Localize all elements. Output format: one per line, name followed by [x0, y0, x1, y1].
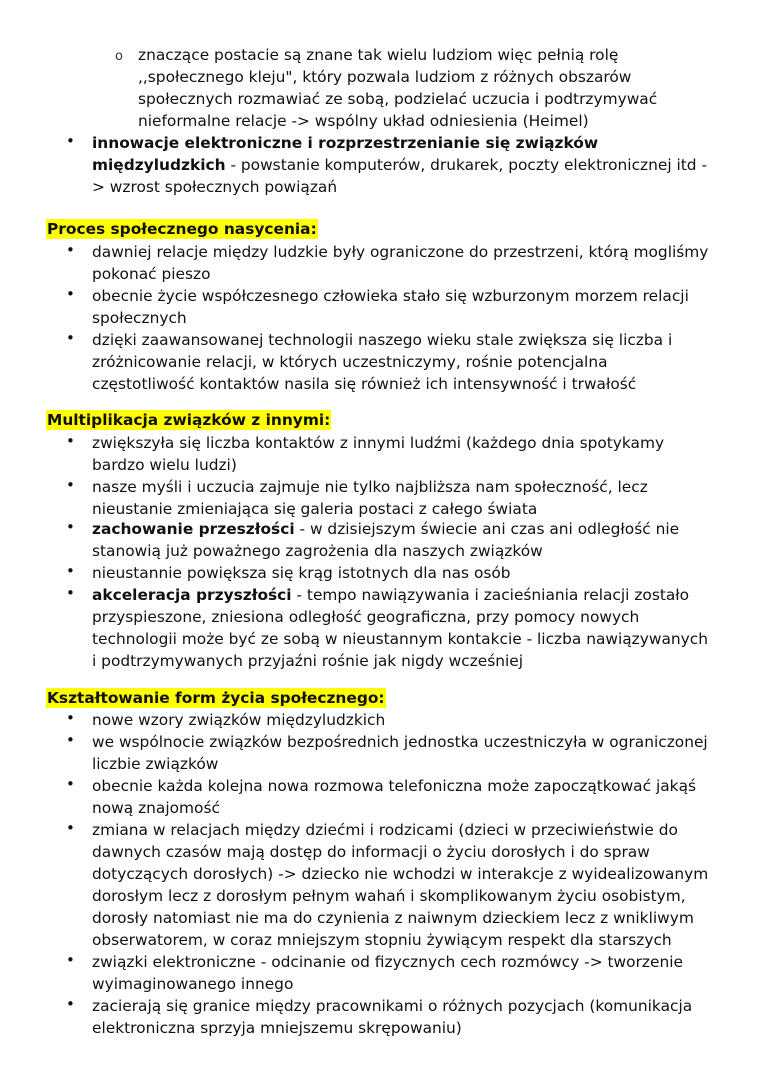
text-line: nieustannie powiększa się krąg istotnych dla nas osób: [92, 564, 511, 582]
text-line: [92, 584, 689, 606]
text-line: zmiana w relacjach między dziećmi i rodzicami (dzieci w przeciwieństwie do: [92, 821, 678, 839]
text-line: społecznych: [92, 309, 187, 327]
text-fragment: - tempo nawiązywania i zacieśniania relacji zostało: [291, 586, 690, 604]
text-line: przyspieszone, zniesiona odległość geograficzna, przy pomocy nowych: [92, 608, 640, 626]
text-line: nieformalne relacje -> wspólny układ odniesienia (Heimel): [138, 112, 589, 130]
text-line: znaczące postacie są znane tak wielu ludziom więc pełnią rolę: [138, 46, 619, 64]
text-line: technologii może być ze sobą w nieustannym kontakcie - liczba nawiązywanych: [92, 630, 708, 648]
text-line: częstotliwość kontaktów nasila się również ich intensywność i trwałość: [92, 375, 637, 393]
text-line: zwiększyła się liczba kontaktów z innymi ludźmi (każdego dnia spotykamy: [92, 434, 665, 452]
text-line: dawnych czasów mają dostęp do informacji o życiu dorosłych i do spraw: [92, 843, 650, 861]
text-line: nową znajomość: [92, 799, 220, 817]
text-fragment: - w dzisiejszym świecie ani czas ani odległość nie: [294, 520, 680, 538]
bold-term: innowacje elektroniczne i rozprzestrzenianie się związków: [92, 134, 599, 152]
text-line: [92, 132, 598, 154]
bullet-marker: •: [66, 775, 75, 793]
bullet-marker: •: [66, 432, 75, 450]
bullet-marker: •: [66, 819, 75, 837]
text-line: [92, 518, 679, 540]
text-line: > wzrost społecznych powiązań: [92, 178, 338, 196]
text-line: zróżnicowanie relacji, w których uczestniczymy, rośnie potencjalna: [92, 353, 608, 371]
sub-bullet-marker: o: [115, 49, 123, 64]
text-line: dzięki zaawansowanej technologii naszego wieku stale zwiększa się liczba i: [92, 331, 673, 349]
bullet-marker: •: [66, 731, 75, 749]
bullet-marker: •: [66, 562, 75, 580]
text-line: obecnie każda kolejna nowa rozmowa telefoniczna może zapoczątkować jakąś: [92, 777, 697, 795]
section-heading: Multiplikacja związków z innymi:: [47, 411, 331, 429]
bullet-marker: •: [66, 476, 75, 494]
text-line: elektroniczna sprzyja mniejszemu skrępowaniu): [92, 1019, 462, 1037]
text-line: bardzo wielu ludzi): [92, 456, 237, 474]
text-line: [92, 154, 707, 176]
bullet-marker: •: [66, 584, 75, 602]
text-line: nowe wzory związków międzyludzkich: [92, 711, 386, 729]
text-line: ,,społecznego kleju", który pozwala ludziom z różnych obszarów: [138, 68, 632, 86]
text-line: pokonać pieszo: [92, 265, 211, 283]
bullet-marker: •: [66, 951, 75, 969]
bullet-marker: •: [66, 241, 75, 259]
text-line: zacierają się granice między pracownikami o różnych pozycjach (komunikacja: [92, 997, 693, 1015]
text-line: społecznych rozmawiać ze sobą, podzielać uczucia i podtrzymywać: [138, 90, 658, 108]
text-line: nieustanie zmieniająca się galeria postaci z całego świata: [92, 500, 538, 518]
bullet-marker: •: [66, 132, 75, 150]
text-line: liczbie związków: [92, 755, 219, 773]
bold-term: międzyludzkich: [92, 156, 226, 174]
bullet-marker: •: [66, 709, 75, 727]
text-line: obecnie życie współczesnego człowieka stało się wzburzonym morzem relacji: [92, 287, 689, 305]
text-line: dorosłym lecz z dorosłym pełnym wahań i skomplikowanym życiu osobistym,: [92, 887, 686, 905]
text-line: dawniej relacje między ludzkie były ograniczone do przestrzeni, którą mogliśmy: [92, 243, 709, 261]
bullet-marker: •: [66, 285, 75, 303]
bullet-marker: •: [66, 995, 75, 1013]
text-line: wyimaginowanego innego: [92, 975, 294, 993]
bullet-marker: •: [66, 329, 75, 347]
bold-term: akceleracja przyszłości: [92, 586, 292, 604]
text-line: stanowią już poważnego zagrożenia dla naszych związków: [92, 542, 543, 560]
text-line: obserwatorem, w coraz mniejszym stopniu żywiącym respekt dla starszych: [92, 931, 672, 949]
text-line: nasze myśli i uczucia zajmuje nie tylko najbliższa nam społeczność, lecz: [92, 478, 648, 496]
text-line: we wspólnocie związków bezpośrednich jednostka uczestniczyła w ograniczonej: [92, 733, 708, 751]
section-heading: Kształtowanie form życia społecznego:: [47, 689, 385, 707]
text-fragment: - powstanie komputerów, drukarek, poczty elektronicznej itd -: [225, 156, 708, 174]
text-line: związki elektroniczne - odcinanie od fizycznych cech rozmówcy -> tworzenie: [92, 953, 683, 971]
text-line: dotyczących dorosłych) -> dziecko nie wchodzi w interakcje z wyidealizowanym: [92, 865, 709, 883]
bold-term: zachowanie przeszłości: [92, 520, 295, 538]
text-line: i podtrzymywanych przyjaźni rośnie jak nigdy wcześniej: [92, 652, 524, 670]
section-heading: Proces społecznego nasycenia:: [47, 220, 317, 238]
bullet-marker: •: [66, 518, 75, 536]
text-line: dorosły natomiast nie ma do czynienia z naiwnym dzieckiem lecz z wnikliwym: [92, 909, 694, 927]
